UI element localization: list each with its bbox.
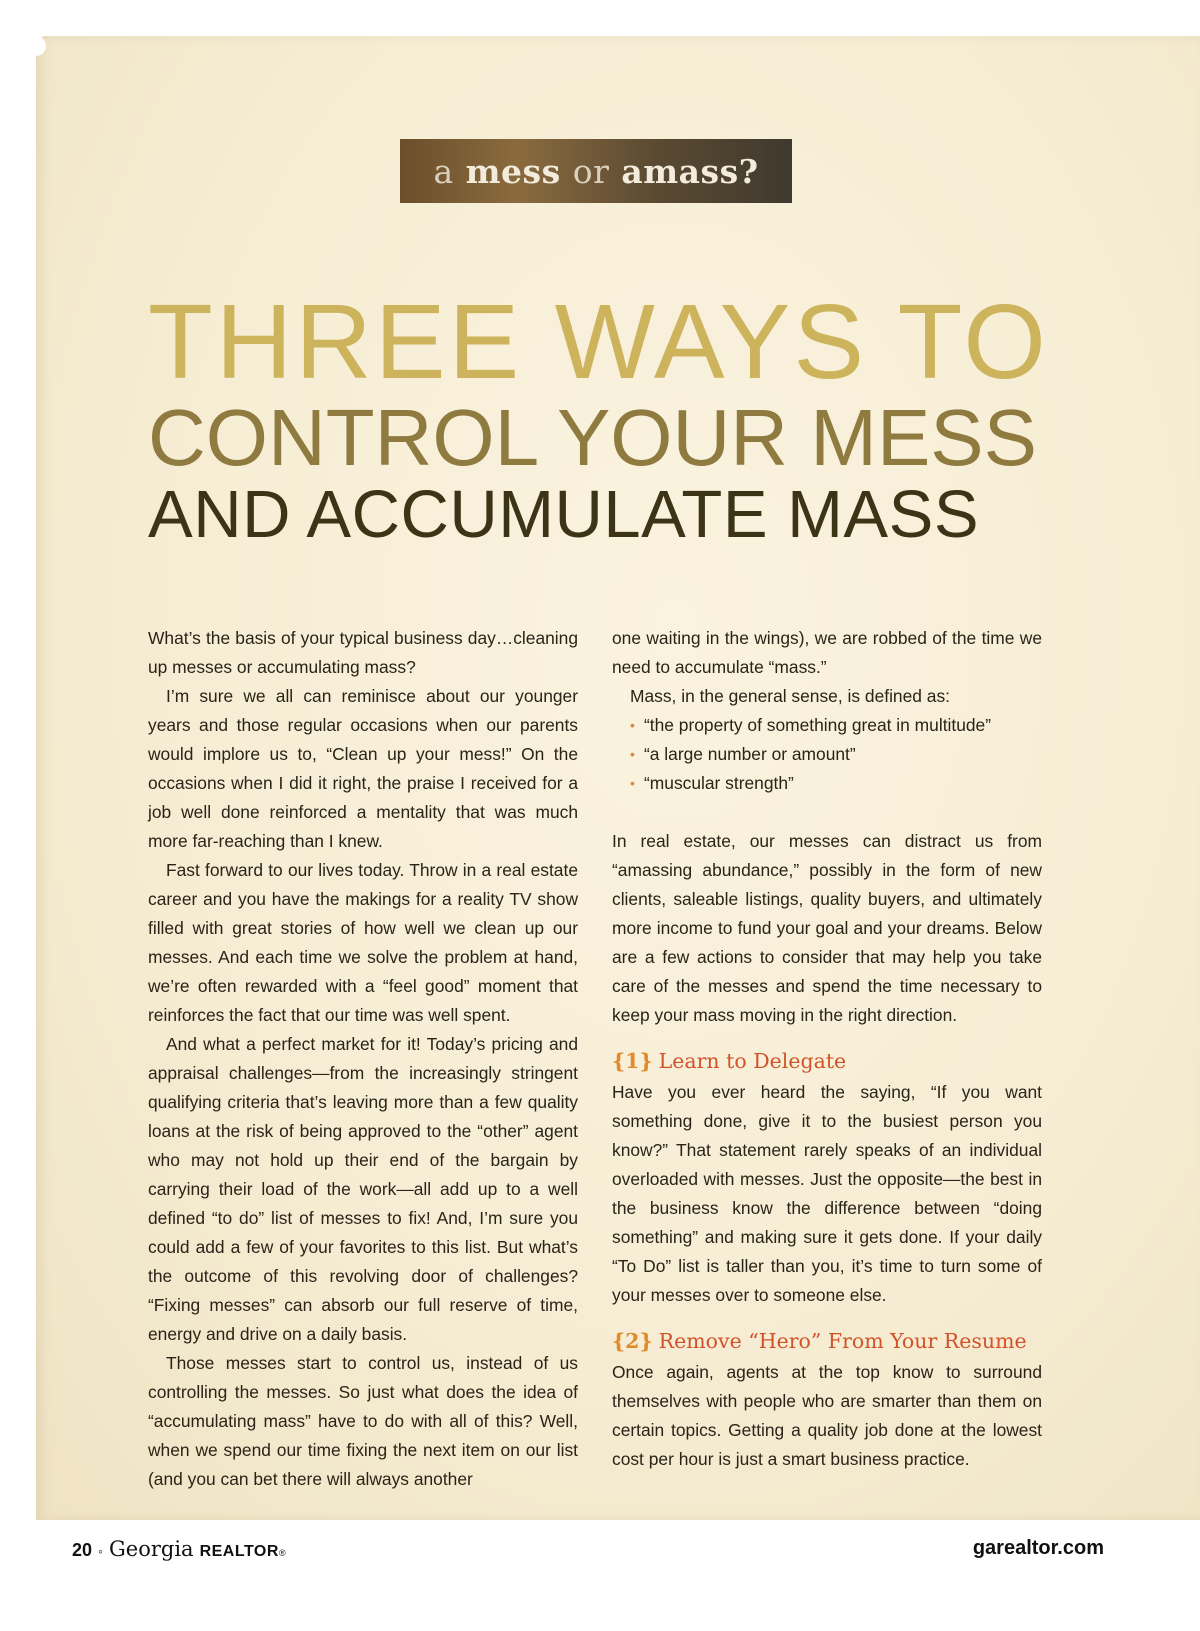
paragraph: Those messes start to control us, instead of us controlling the messes. So just what does the idea of “accumulating mass” have to do with all of this? Well, when we spend our time fixing the next item on our list (and you can bet there will always another (148, 1353, 578, 1489)
footer-website: garealtor.com (972, 1537, 1104, 1559)
section-heading-1 (612, 1044, 1042, 1078)
footer-folio (72, 1537, 286, 1561)
section-number: {2} (612, 1329, 653, 1353)
page-number: 20 (72, 1540, 93, 1560)
banner-word-a: a (433, 151, 454, 191)
definition-list (612, 711, 1042, 798)
paragraph: Once again, agents at the top know to surround themselves with people who are smarter than them on certain topics. Getting a quality job done at the lowest cost per hour is just a smart business practice. (612, 1362, 1042, 1469)
paragraph: Fast forward to our lives today. Throw in a real estate career and you have the makings for a reality TV show filled with great stories of how well we clean up our messes. And each time we solve the problem at hand, we’re often rewarded with a “feel good” moment that reinforces the fact that our time was well spent. (148, 860, 578, 1025)
headline-line-2: CONTROL YOUR MESS (148, 393, 1038, 482)
definition-item: • “a large number or amount” (630, 740, 1042, 769)
section-banner (400, 139, 792, 203)
paragraph: In real estate, our messes can distract us from “amassing abundance,” possibly in the form of new clients, saleable listings, quality buyers, and ultimately more income to fund your goal and your dreams. Below are a few actions to consider that may help you take care of the messes and spend the time necessary to keep your mass moving in the right direction. (612, 831, 1042, 1025)
paragraph: What’s the basis of your typical business day…cleaning up messes or accumulating mass? (148, 628, 578, 677)
paragraph: And what a perfect market for it! Today’s pricing and appraisal challenges—from the increasingly stringent qualifying criteria that’s leaving more than a few quality loans at the risk of being approved to the “other” agent who may not hold up their end of the bargain by carrying their load of the work—all add up to a well defined “to do” list of messes to fix! And, I’m sure you could add a few of your favorites to this list. But what’s the outcome of this revolving door of challenges? “Fixing messes” can absorb our full reserve of time, energy and drive on a daily basis. (148, 1034, 578, 1344)
banner-word-or: or (572, 151, 610, 191)
section-heading-2 (612, 1324, 1042, 1358)
banner-word-mess: mess (465, 151, 561, 191)
registered-mark: ® (278, 1548, 286, 1558)
section-title: Learn to Delegate (658, 1049, 847, 1073)
headline-line-3: AND ACCUMULATE MASS (148, 477, 980, 552)
article-left-column (148, 624, 578, 1494)
paragraph: Have you ever heard the saying, “If you want something done, give it to the busiest person you know?” That statement rarely speaks of an individual overloaded with messes. Just the opposite—the best in the business know the difference between “doing something” and making sure it gets done. If your daily “To Do” list is taller than you, it’s time to turn some of your messes over to someone else. (612, 1082, 1042, 1305)
banner-word-amass: amass? (621, 151, 759, 191)
paragraph: Mass, in the general sense, is defined as: (630, 686, 950, 706)
article-right-column (612, 624, 1042, 1474)
magazine-name-suffix: REALTOR (199, 1543, 279, 1560)
paragraph: one waiting in the wings), we are robbed of the time we need to accumulate “mass.” (612, 628, 1042, 677)
magazine-name: Georgia (109, 1537, 194, 1561)
folio-separator: ◦ (98, 1543, 103, 1559)
headline-line-1: THREE WAYS TO (148, 283, 1049, 401)
definition-item: • “the property of something great in multitude” (630, 711, 1042, 740)
definition-item: • “muscular strength” (630, 769, 1042, 798)
paragraph: I’m sure we all can reminisce about our younger years and those regular occasions when our parents would implore us to, “Clean up your mess!” On the occasions when I did it right, the praise I received for a job well done reinforced a mentality that was much more far-reaching than I knew. (148, 686, 578, 851)
section-title: Remove “Hero” From Your Resume (658, 1329, 1027, 1353)
section-number: {1} (612, 1049, 653, 1073)
